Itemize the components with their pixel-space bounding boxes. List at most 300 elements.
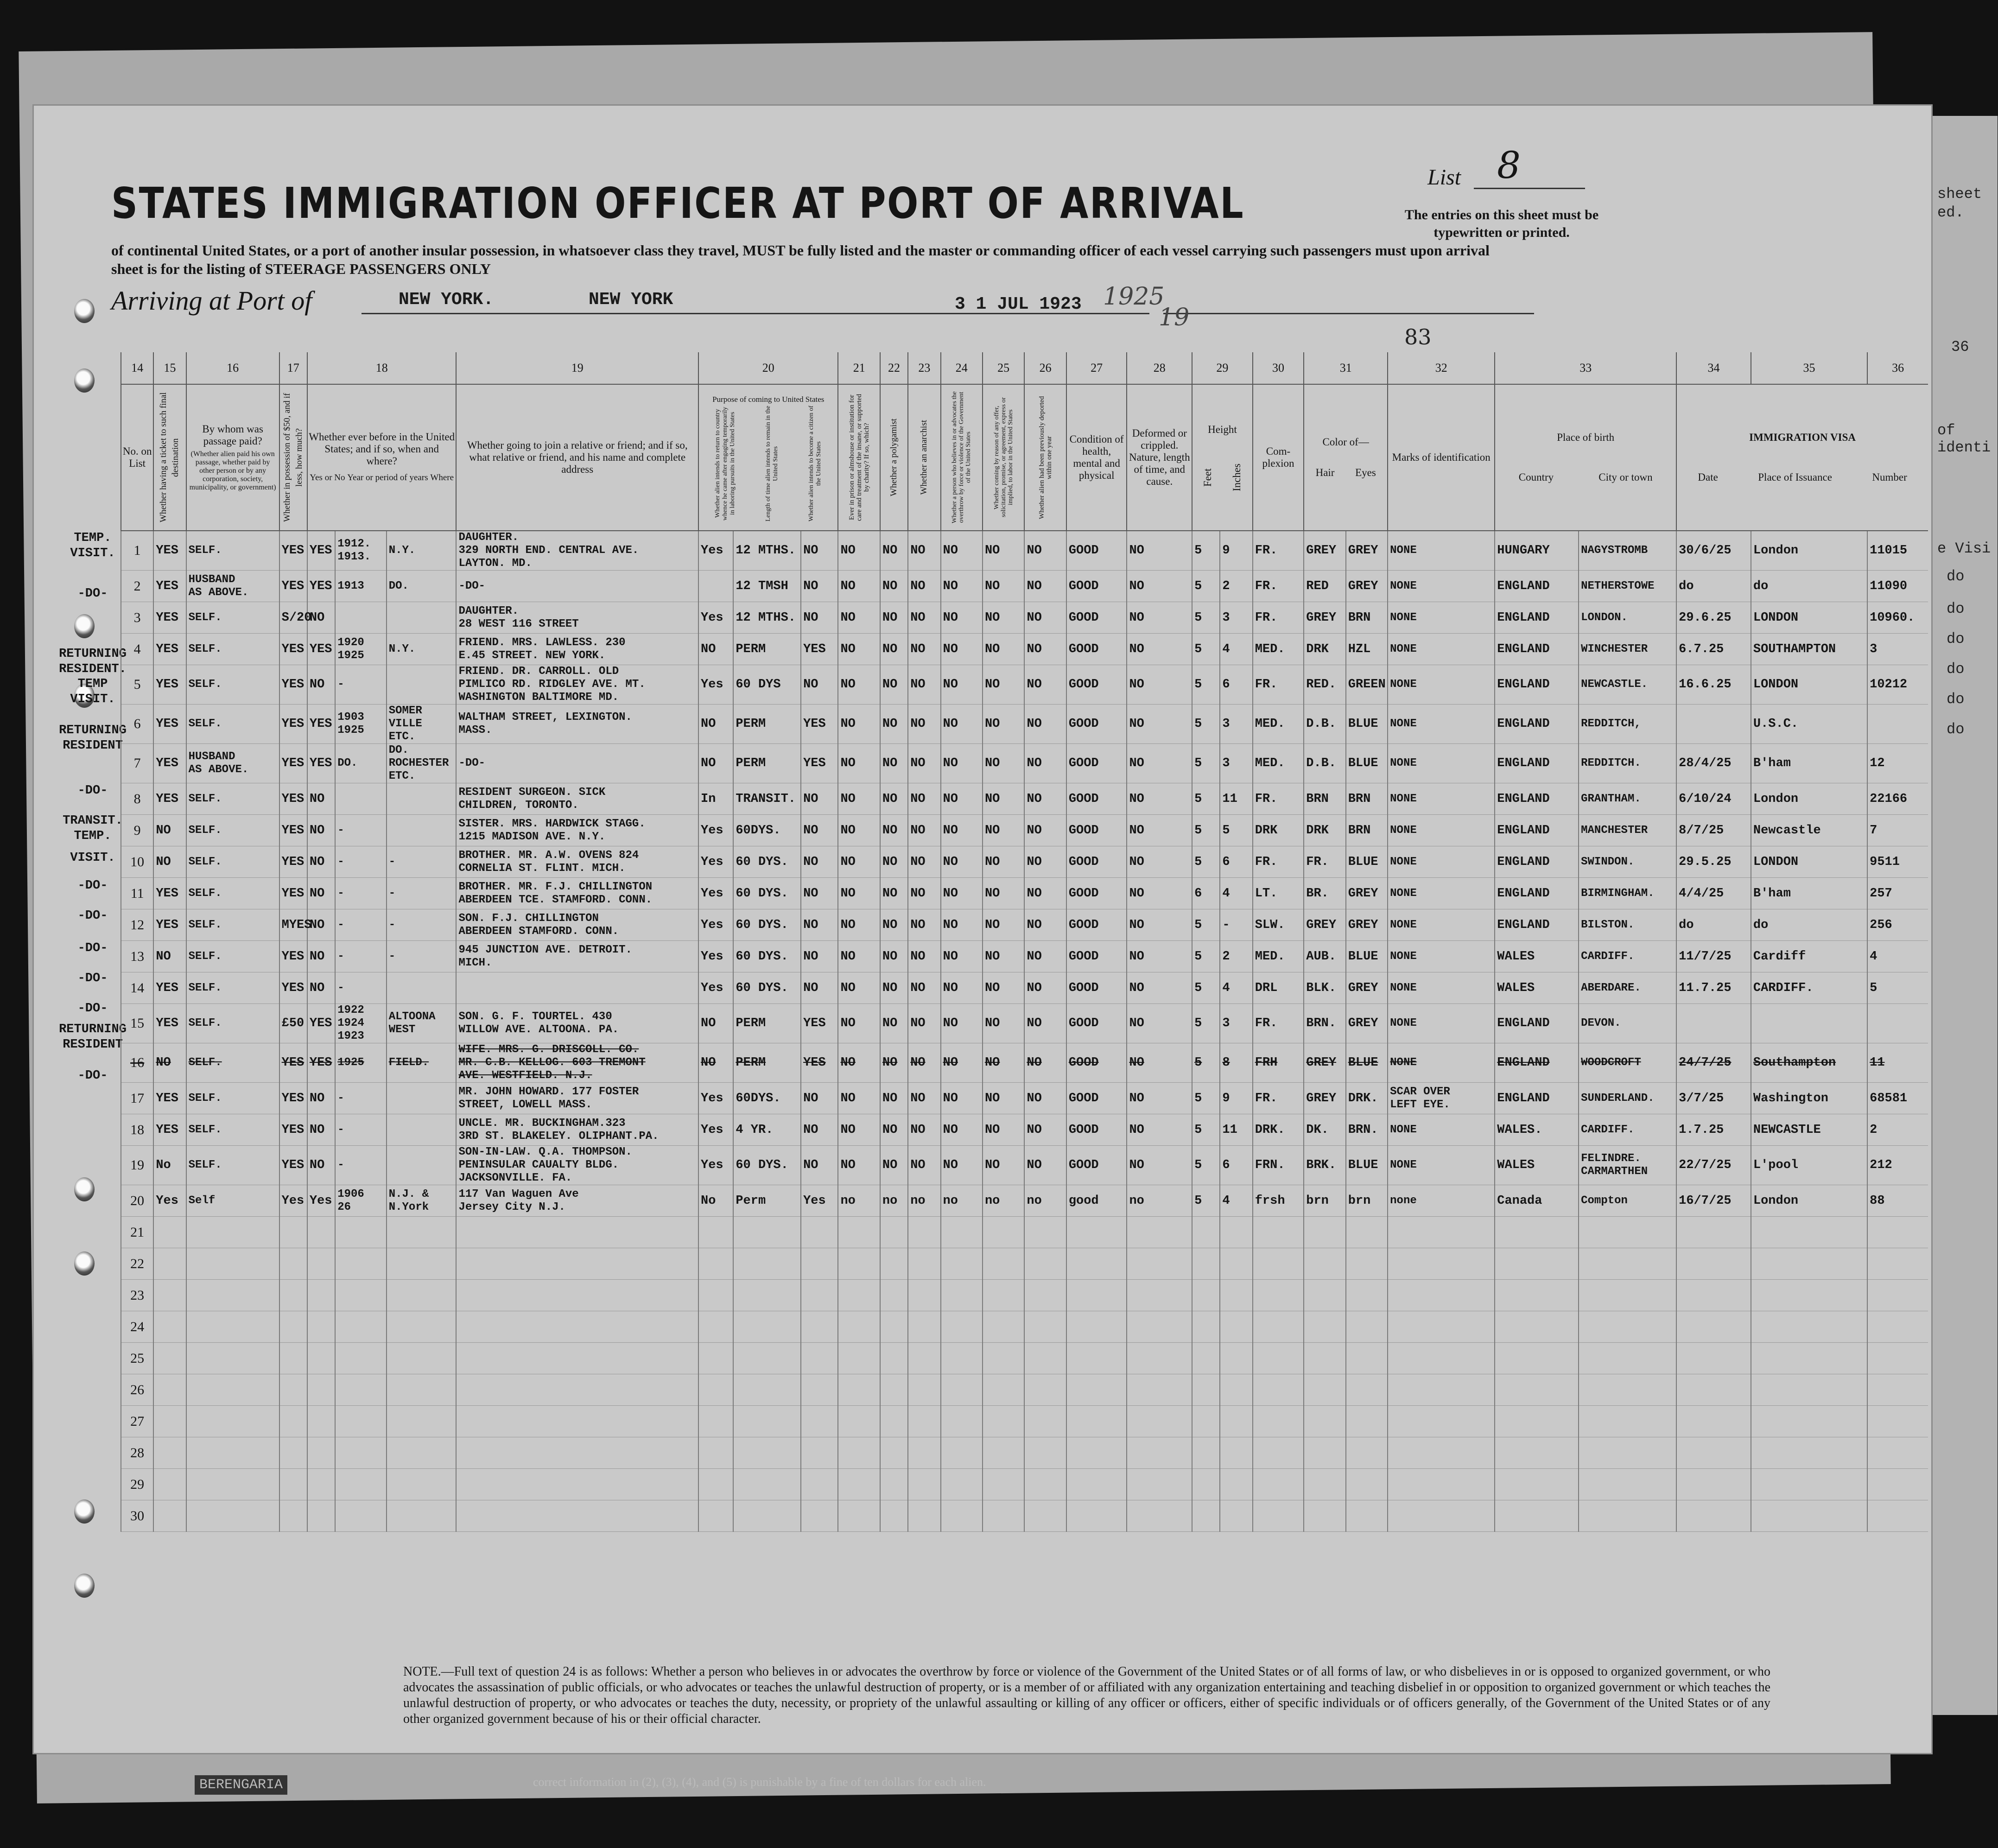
purpose-return-cell: Yes (698, 1146, 733, 1185)
row-number: 26 (121, 1374, 153, 1406)
empty-cell (1579, 1311, 1676, 1343)
purpose-return-cell: NO (698, 705, 733, 744)
side-fragment: do (1947, 660, 1965, 678)
paid-by-cell: SELF. (186, 634, 279, 665)
empty-cell (1127, 1217, 1192, 1248)
col-header-where: Where (430, 473, 454, 483)
class-label: -DO- (77, 879, 108, 893)
empty-cell (1676, 1500, 1751, 1532)
visa-date-cell: 29.5.25 (1676, 846, 1751, 878)
health-cell: GOOD (1066, 878, 1127, 909)
empty-cell (153, 1437, 186, 1469)
relative-cell: MR. JOHN HOWARD. 177 FOSTER STREET, LOWELL MASS. (456, 1083, 698, 1114)
eyes-cell: GREY (1346, 571, 1388, 602)
empty-cell (1579, 1469, 1676, 1500)
anarchist-cell: NO (908, 846, 940, 878)
col-header-marks: Marks of identification (1388, 384, 1495, 531)
birth-city-cell: WINCHESTER (1579, 634, 1676, 665)
eyes-cell: BLUE (1346, 705, 1388, 744)
eyes-cell: BLUE (1346, 744, 1388, 783)
empty-cell (456, 1280, 698, 1311)
empty-cell (1253, 1374, 1304, 1406)
anarchist-cell: NO (908, 1043, 940, 1083)
empty-cell (1220, 1374, 1252, 1406)
row-number: 2 (121, 571, 153, 602)
overthrow-cell: NO (941, 571, 983, 602)
column-number: 15 (153, 352, 186, 384)
contract-cell: NO (983, 1043, 1024, 1083)
col-header-height (1192, 384, 1253, 531)
side-col-number: 36 (1951, 338, 1969, 356)
visa-number-cell: 88 (1867, 1185, 1928, 1217)
citizen-cell: NO (801, 1114, 838, 1146)
height-feet-cell: 5 (1192, 815, 1220, 846)
empty-cell (307, 1500, 335, 1532)
prison-cell: NO (838, 1004, 880, 1043)
empty-cell (1676, 1311, 1751, 1343)
purpose-return-cell: Yes (698, 1114, 733, 1146)
health-cell: GOOD (1066, 1004, 1127, 1043)
column-number: 20 (698, 352, 838, 384)
empty-cell (1867, 1406, 1928, 1437)
empty-cell (279, 1469, 307, 1500)
fifty-dollars-cell: S/20 (279, 602, 307, 634)
anarchist-cell: no (908, 1185, 940, 1217)
purpose-return-cell: In (698, 783, 733, 815)
contract-cell: NO (983, 1083, 1024, 1114)
marks-cell: NONE (1388, 1114, 1495, 1146)
birth-city-cell: REDDITCH. (1579, 744, 1676, 783)
ticket-cell: YES (153, 1004, 186, 1043)
empty-cell (387, 1217, 457, 1248)
prison-cell: NO (838, 972, 880, 1004)
empty-cell (908, 1248, 940, 1280)
polygamist-cell: NO (880, 909, 908, 941)
where-cell (387, 1114, 457, 1146)
height-inches-cell: 11 (1220, 1114, 1252, 1146)
row-number: 7 (121, 744, 153, 783)
empty-cell (186, 1311, 279, 1343)
empty-cell (983, 1343, 1024, 1374)
typewritten-note: The entries on this sheet must be typewritten or printed. (1404, 207, 1599, 240)
height-feet-cell: 5 (1192, 602, 1220, 634)
fifty-dollars-cell: £50 (279, 1004, 307, 1043)
height-inches-cell: 11 (1220, 783, 1252, 815)
deported-cell: NO (1024, 744, 1066, 783)
punch-hole (74, 1499, 95, 1524)
empty-cell (1495, 1280, 1579, 1311)
deported-cell: NO (1024, 705, 1066, 744)
ticket-cell: YES (153, 1083, 186, 1114)
marks-cell: NONE (1388, 846, 1495, 878)
birth-city-cell: BILSTON. (1579, 909, 1676, 941)
anarchist-cell: NO (908, 878, 940, 909)
marks-cell: NONE (1388, 972, 1495, 1004)
height-feet-cell: 5 (1192, 972, 1220, 1004)
purpose-return-cell: Yes (698, 665, 733, 705)
empty-cell (1346, 1469, 1388, 1500)
birth-city-cell: Compton (1579, 1185, 1676, 1217)
relative-cell: DAUGHTER. 28 WEST 116 STREET (456, 602, 698, 634)
ticket-cell: YES (153, 1114, 186, 1146)
table-row-empty (121, 1248, 1928, 1280)
table-row-empty (121, 1437, 1928, 1469)
ticket-cell: NO (153, 941, 186, 972)
column-number: 18 (307, 352, 457, 384)
fifty-dollars-cell: YES (279, 1043, 307, 1083)
overthrow-cell: NO (941, 1083, 983, 1114)
column-number: 16 (186, 352, 279, 384)
health-cell: GOOD (1066, 744, 1127, 783)
deported-cell: NO (1024, 1004, 1066, 1043)
empty-cell (1579, 1437, 1676, 1469)
page-count: 83 (1404, 324, 1432, 349)
empty-cell (941, 1469, 983, 1500)
empty-cell (838, 1343, 880, 1374)
year-cell: - (335, 909, 387, 941)
side-fragment: do (1947, 691, 1965, 708)
hair-cell: brn (1304, 1185, 1345, 1217)
empty-cell (1253, 1469, 1304, 1500)
where-cell (387, 1146, 457, 1185)
hair-cell: BRN (1304, 783, 1345, 815)
empty-cell (1304, 1500, 1345, 1532)
row-number: 4 (121, 634, 153, 665)
where-cell: N.Y. (387, 634, 457, 665)
empty-cell (1024, 1437, 1066, 1469)
row-number: 15 (121, 1004, 153, 1043)
empty-cell (279, 1311, 307, 1343)
empty-cell (801, 1406, 838, 1437)
row-number: 21 (121, 1217, 153, 1248)
deported-cell: NO (1024, 878, 1066, 909)
paid-by-cell: SELF. (186, 846, 279, 878)
empty-cell (1304, 1469, 1345, 1500)
col-header-hair: Hair (1315, 467, 1335, 478)
contract-cell: NO (983, 1114, 1024, 1146)
empty-cell (941, 1311, 983, 1343)
birth-country-cell: ENGLAND (1495, 1083, 1579, 1114)
class-label: -DO- (77, 941, 108, 955)
empty-cell (880, 1311, 908, 1343)
deported-cell: NO (1024, 531, 1066, 571)
relative-cell: FRIEND. MRS. LAWLESS. 230 E.45 STREET. NEW YORK. (456, 634, 698, 665)
punch-hole (74, 614, 95, 638)
paid-by-cell: HUSBAND AS ABOVE. (186, 744, 279, 783)
length-of-stay-cell: PERM (733, 705, 801, 744)
empty-cell (1024, 1469, 1066, 1500)
empty-cell (1676, 1248, 1751, 1280)
col-header-visa-number: Number (1872, 471, 1907, 483)
empty-cell (387, 1280, 457, 1311)
col-header-contract-text: Whether coming by reason of any offer, solicitation, promise, or agreement, express or implied, to labor in the United States (993, 397, 1014, 518)
col-header-before-title: Whether ever before in the United States; and if so, when and where? (309, 431, 455, 467)
birth-city-cell: DEVON. (1579, 1004, 1676, 1043)
eyes-cell: BRN (1346, 815, 1388, 846)
empty-cell (1304, 1217, 1345, 1248)
empty-cell (941, 1217, 983, 1248)
purpose-return-cell: NO (698, 744, 733, 783)
health-cell: GOOD (1066, 941, 1127, 972)
empty-cell (838, 1406, 880, 1437)
side-fragment: do (1947, 568, 1965, 585)
column-number: 36 (1867, 352, 1928, 384)
height-inches-cell: 9 (1220, 531, 1252, 571)
empty-cell (1346, 1280, 1388, 1311)
birth-city-cell: NETHERSTOWE (1579, 571, 1676, 602)
height-inches-cell: 3 (1220, 602, 1252, 634)
birth-city-cell: FELINDRE. CARMARTHEN (1579, 1146, 1676, 1185)
empty-cell (1304, 1406, 1345, 1437)
empty-cell (1751, 1406, 1867, 1437)
column-number: 22 (880, 352, 908, 384)
empty-cell (1388, 1311, 1495, 1343)
prison-cell: NO (838, 1043, 880, 1083)
overthrow-cell: no (941, 1185, 983, 1217)
empty-cell (733, 1437, 801, 1469)
polygamist-cell: NO (880, 1114, 908, 1146)
col-header-inches: Inches (1231, 463, 1243, 492)
polygamist-cell: NO (880, 846, 908, 878)
col-header-deported-text: Whether alien had been previously deported within one year (1038, 396, 1053, 519)
empty-cell (335, 1343, 387, 1374)
contract-cell: NO (983, 941, 1024, 972)
relative-cell: BROTHER. MR. F.J. CHILLINGTON ABERDEEN TCE. STAMFORD. CONN. (456, 878, 698, 909)
empty-cell (1867, 1437, 1928, 1469)
empty-cell (880, 1500, 908, 1532)
relative-cell: BROTHER. MR. A.W. OVENS 824 CORNELIA ST. FLINT. MICH. (456, 846, 698, 878)
empty-cell (335, 1280, 387, 1311)
col-header-polygamist (880, 384, 908, 531)
height-feet-cell: 5 (1192, 1083, 1220, 1114)
year-cell: - (335, 878, 387, 909)
hair-cell: GREY (1304, 531, 1345, 571)
empty-cell (1867, 1280, 1928, 1311)
visa-place-cell: L'pool (1751, 1146, 1867, 1185)
empty-cell (1192, 1500, 1220, 1532)
table-row (121, 783, 1928, 815)
column-number: 21 (838, 352, 880, 384)
empty-cell (1867, 1217, 1928, 1248)
empty-cell (983, 1406, 1024, 1437)
table-row (121, 909, 1928, 941)
col-header-purpose-title: Purpose of coming to United States (712, 395, 825, 404)
empty-cell (801, 1280, 838, 1311)
eyes-cell: DRK. (1346, 1083, 1388, 1114)
fifty-dollars-cell: YES (279, 705, 307, 744)
empty-cell (186, 1437, 279, 1469)
visa-number-cell: 11015 (1867, 531, 1928, 571)
where-cell (387, 1083, 457, 1114)
year-cell: DO. (335, 744, 387, 783)
where-cell (387, 783, 457, 815)
relative-cell: FRIEND. DR. CARROLL. OLD PIMLICO RD. RIDGLEY AVE. MT. WASHINGTON BALTIMORE MD. (456, 665, 698, 705)
empty-cell (335, 1406, 387, 1437)
birth-city-cell: ABERDARE. (1579, 972, 1676, 1004)
relative-cell: SON-IN-LAW. Q.A. THOMPSON. PENINSULAR CAUALTY BLDG. JACKSONVILLE. FA. (456, 1146, 698, 1185)
height-feet-cell: 5 (1192, 783, 1220, 815)
deported-cell: NO (1024, 909, 1066, 941)
paid-by-cell: SELF. (186, 1146, 279, 1185)
length-of-stay-cell: Perm (733, 1185, 801, 1217)
list-underline (1474, 188, 1585, 189)
row-number: 10 (121, 846, 153, 878)
empty-cell (279, 1248, 307, 1280)
visa-number-cell: 212 (1867, 1146, 1928, 1185)
overthrow-cell: NO (941, 815, 983, 846)
side-fragment: of identi (1937, 422, 1991, 456)
col-header-purpose-a: Whether alien intends to return to country whence he came after engaging temporarily in laboring pursuits in the United States (714, 406, 736, 521)
health-cell: good (1066, 1185, 1127, 1217)
height-inches-cell: 8 (1220, 1043, 1252, 1083)
empty-cell (908, 1217, 940, 1248)
anarchist-cell: NO (908, 941, 940, 972)
hair-cell: RED. (1304, 665, 1345, 705)
year-underline (1163, 313, 1534, 314)
empty-cell (1495, 1311, 1579, 1343)
empty-cell (1867, 1374, 1928, 1406)
marks-cell: NONE (1388, 634, 1495, 665)
purpose-return-cell: Yes (698, 878, 733, 909)
col-header-fifty-text: Whether in possession of $50, and if less, how much? (282, 393, 304, 522)
visa-date-cell: 24/7/25 (1676, 1043, 1751, 1083)
empty-cell (698, 1248, 733, 1280)
empty-cell (387, 1248, 457, 1280)
instructions (111, 241, 1502, 278)
birth-city-cell: CARDIFF. (1579, 1114, 1676, 1146)
visa-place-cell: Southampton (1751, 1043, 1867, 1083)
eyes-cell: GREY (1346, 1004, 1388, 1043)
empty-cell (880, 1374, 908, 1406)
empty-cell (1676, 1343, 1751, 1374)
visa-number-cell (1867, 1004, 1928, 1043)
deported-cell: no (1024, 1185, 1066, 1217)
empty-cell (1024, 1280, 1066, 1311)
empty-cell (335, 1500, 387, 1532)
length-of-stay-cell: 60 DYS. (733, 972, 801, 1004)
column-number: 26 (1024, 352, 1066, 384)
class-label: -DO- (77, 1069, 108, 1083)
row-number: 18 (121, 1114, 153, 1146)
height-feet-cell: 5 (1192, 1185, 1220, 1217)
complexion-cell: MED. (1253, 744, 1304, 783)
empty-cell (801, 1217, 838, 1248)
height-inches-cell: 2 (1220, 941, 1252, 972)
year-cell: - (335, 815, 387, 846)
empty-cell (1220, 1217, 1252, 1248)
empty-cell (456, 1217, 698, 1248)
visa-number-cell: 11090 (1867, 571, 1928, 602)
purpose-return-cell (698, 571, 733, 602)
ticket-cell: YES (153, 634, 186, 665)
row-number: 25 (121, 1343, 153, 1374)
where-cell: DO. ROCHESTER ETC. (387, 744, 457, 783)
col-header-period: Year or period of years (347, 473, 428, 483)
empty-cell (279, 1437, 307, 1469)
birth-city-cell: CARDIFF. (1579, 941, 1676, 972)
empty-cell (801, 1469, 838, 1500)
empty-cell (908, 1280, 940, 1311)
overthrow-cell: NO (941, 744, 983, 783)
marks-cell: NONE (1388, 783, 1495, 815)
page-title: STATES IMMIGRATION OFFICER AT PORT OF ARRIVAL (111, 178, 1245, 228)
empty-cell (698, 1343, 733, 1374)
relative-cell: UNCLE. MR. BUCKINGHAM.323 3RD ST. BLAKELEY. OLIPHANT.PA. (456, 1114, 698, 1146)
col-header-visa-date: Date (1698, 471, 1718, 483)
ticket-cell: NO (153, 846, 186, 878)
deformed-cell: NO (1127, 941, 1192, 972)
col-header-visa (1676, 384, 1928, 531)
empty-cell (1346, 1343, 1388, 1374)
visa-number-cell: 7 (1867, 815, 1928, 846)
empty-cell (1192, 1406, 1220, 1437)
arrival-year-handwritten: 1925 (1103, 283, 1165, 311)
empty-cell (153, 1406, 186, 1437)
row-number: 5 (121, 665, 153, 705)
height-feet-cell: 5 (1192, 634, 1220, 665)
fifty-dollars-cell: YES (279, 941, 307, 972)
hair-cell: DRK (1304, 815, 1345, 846)
empty-cell (456, 1311, 698, 1343)
length-of-stay-cell: PERM (733, 1043, 801, 1083)
paid-by-cell: SELF. (186, 705, 279, 744)
empty-cell (307, 1217, 335, 1248)
year-cell: - (335, 1114, 387, 1146)
health-cell: GOOD (1066, 815, 1127, 846)
birth-country-cell: ENGLAND (1495, 665, 1579, 705)
empty-cell (335, 1437, 387, 1469)
col-header-visa-title: IMMIGRATION VISA (1749, 432, 1856, 443)
polygamist-cell: NO (880, 531, 908, 571)
column-number: 25 (983, 352, 1024, 384)
visa-date-cell: 16/7/25 (1676, 1185, 1751, 1217)
empty-cell (941, 1500, 983, 1532)
empty-cell (733, 1406, 801, 1437)
citizen-cell: NO (801, 878, 838, 909)
eyes-cell: GREY (1346, 878, 1388, 909)
empty-cell (279, 1343, 307, 1374)
ticket-cell: YES (153, 744, 186, 783)
polygamist-cell: NO (880, 972, 908, 1004)
empty-cell (1867, 1500, 1928, 1532)
empty-cell (335, 1469, 387, 1500)
citizen-cell: YES (801, 744, 838, 783)
deformed-cell: NO (1127, 1043, 1192, 1083)
where-cell: ALTOONA WEST (387, 1004, 457, 1043)
overthrow-cell: NO (941, 1146, 983, 1185)
col-header-polygamist-text: Whether a polygamist (889, 419, 899, 496)
empty-cell (1066, 1217, 1127, 1248)
height-feet-cell: 5 (1192, 846, 1220, 878)
been-before-cell: NO (307, 665, 335, 705)
eyes-cell: BLUE (1346, 846, 1388, 878)
birth-country-cell: ENGLAND (1495, 846, 1579, 878)
birth-city-cell: BIRMINGHAM. (1579, 878, 1676, 909)
birth-country-cell: HUNGARY (1495, 531, 1579, 571)
table-row (121, 815, 1928, 846)
anarchist-cell: NO (908, 909, 940, 941)
year-cell: - (335, 972, 387, 1004)
birth-country-cell: ENGLAND (1495, 1004, 1579, 1043)
year-cell: 1912. 1913. (335, 531, 387, 571)
polygamist-cell: NO (880, 1043, 908, 1083)
birth-country-cell: ENGLAND (1495, 815, 1579, 846)
column-number-row (121, 352, 1928, 384)
relative-cell: SISTER. MRS. HARDWICK STAGG. 1215 MADISON AVE. N.Y. (456, 815, 698, 846)
eyes-cell: BRN (1346, 602, 1388, 634)
purpose-return-cell: No (698, 1185, 733, 1217)
empty-cell (1495, 1343, 1579, 1374)
